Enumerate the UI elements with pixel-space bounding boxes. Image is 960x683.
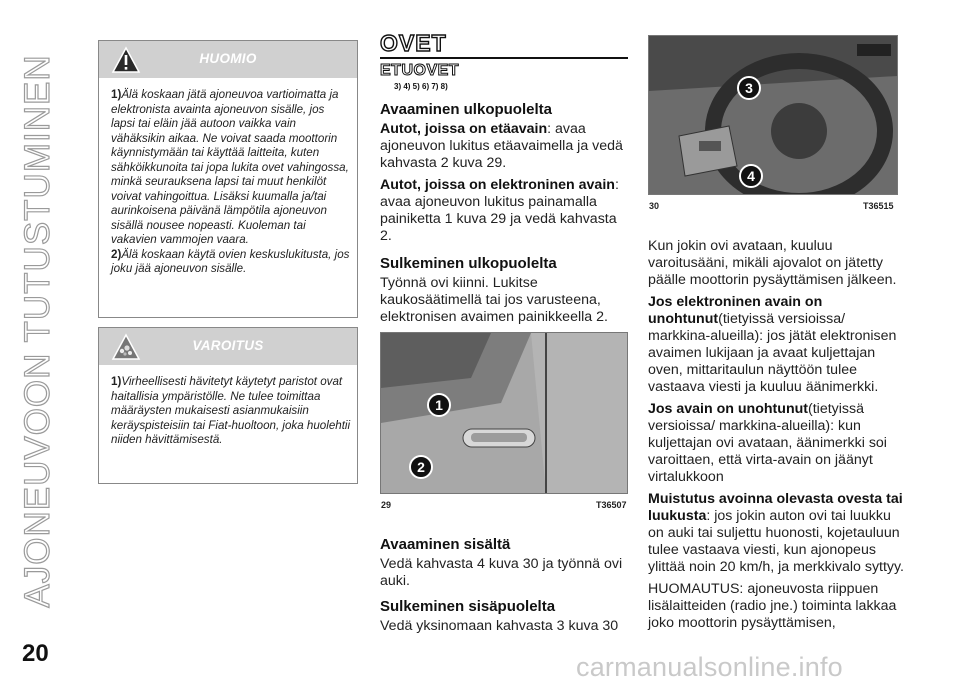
page-number: 20 [22, 640, 49, 667]
section-side-title: AJONEUVOON TUTUSTUMINEN [18, 54, 57, 608]
open-inside-heading: Avaaminen sisältä [380, 536, 511, 553]
close-inside-text: Vedä yksinomaan kahvasta 3 kuva 30 [380, 618, 619, 634]
figure-29-code: T36507 [596, 500, 627, 510]
varoitus-header [99, 328, 357, 365]
title-rule [380, 57, 628, 59]
varoitus-title: VAROITUS [192, 338, 264, 353]
inside-section [380, 536, 628, 635]
figure-29-door-handle [380, 332, 628, 494]
figure-29-number: 29 [381, 500, 392, 510]
figure-30-number: 30 [649, 201, 660, 211]
open-door-reminder: Muistutus avoinna olevasta ovesta tai luukusta: jos jokin auton ovi tai luukku on auki tai suljettu huonosti, kojetauluun tulee vastaava viesti, kun ajonopeus ylittää noin 20 km/h, ja merkkivalo syttyy. [648, 491, 904, 575]
varoitus-body [99, 365, 357, 456]
key-forgotten: Jos avain on unohtunut(tietyissä versioissa/ markkina-alueilla): kun kuljettajan ovi avataan, äänimerkki soi varoittaen, että virta-avain on jäänyt virtalukkoon [648, 401, 887, 485]
varoitus-box [98, 327, 358, 484]
note-text: HUOMAUTUS: ajoneuvosta riippuen lisälaitteiden (radio jne.) toiminta lakkaa joko moottorin pysäyttämisen, [648, 581, 897, 631]
callout-1: 1 [427, 393, 451, 417]
steering-wheel-illustration [649, 36, 897, 194]
open-outside-electronic: Autot, joissa on elektroninen avain: avaa ajoneuvon lukitus painamalla painiketta 1 kuva 29 ja vedä kahvasta 2. [380, 177, 619, 244]
huomio-item: 2)Älä koskaan käytä ovien keskuslukitusta, jos joku jää ajoneuvon sisälle. [111, 247, 350, 275]
huomio-header [99, 41, 357, 78]
electronic-key-forgotten: Jos elektroninen avain on unohtunut(tietyissä versioissa/ markkina-alueilla): jos jätät elektronisen avaimen lukijaan ja avaat kuljettajan oven, mittaritaulun näyttöön tulee vastaava viesti ja kuuluu äänimerkki. [648, 294, 897, 395]
section-title: OVET [380, 30, 447, 56]
open-inside-text: Vedä kahvasta 4 kuva 30 ja työnnä ovi auki. [380, 556, 623, 589]
callout-2: 2 [409, 455, 433, 479]
huomio-box [98, 40, 358, 318]
huomio-item: 1)Älä koskaan jätä ajoneuvoa vartioimatta ja elektronista avainta ajoneuvon sisälle, jos lapsi tai eläin jää autoon vaikka vain vähäksikin aikaa. Ne voivat saada moottorin käynnistymään tai käyttää laitteita, kuten sähköikkunoita tai jopa lukita ovet vahingossa, minkä seurauksena lapsi tai muut henkilöt voivat vahingoittua. Lisäksi kuumalla ja/tai aurinkoisena päivänä lämpötila ajoneuvon sisällä nousee nopeasti. Kuoleman tai vakavien vammojen vaara. [111, 88, 349, 246]
figure-30-code: T36515 [863, 201, 894, 211]
close-outside-heading: Sulkeminen ulkopuolelta [380, 255, 557, 272]
figure-30-interior-handle [648, 35, 898, 195]
callout-4: 4 [739, 164, 763, 188]
huomio-body [99, 78, 357, 285]
huomio-title: HUOMIO [199, 51, 257, 66]
open-outside-remote: Autot, joissa on etäavain: avaa ajoneuvon lukitus etäavaimella ja vedä kahvasta 2 kuva 29. [380, 121, 623, 171]
watermark: carmanualsonline.info [576, 652, 843, 682]
close-inside-heading: Sulkeminen sisäpuolelta [380, 598, 556, 615]
subsection-title: ETUOVET [380, 62, 460, 79]
callout-3: 3 [737, 76, 761, 100]
warning-refs: 3) 4) 5) 6) 7) 8) [394, 82, 448, 91]
doors-section [380, 30, 628, 326]
warning-sound-text: Kun jokin ovi avataan, kuuluu varoitusääni, mikäli ajovalot on jätetty päälle moottorin pysäyttämisen jälkeen. [648, 238, 897, 288]
open-outside-heading: Avaaminen ulkopuolelta [380, 101, 552, 118]
varoitus-item: 1)Virheellisesti hävitetyt käytetyt paristot ovat haitallisia ympäristölle. Ne tulee toimittaa määräysten mukaisesti asianmukaisiin keräyspisteisiin tai Fiat-huoltoon, joka huolehtii niiden hävittämisestä. [111, 375, 351, 446]
close-outside-text: Työnnä ovi kiinni. Lukitse kaukosäätimellä tai jos varusteena, elektronisen avaimen painikkeella 2. [380, 275, 608, 325]
right-text-column [648, 238, 906, 632]
